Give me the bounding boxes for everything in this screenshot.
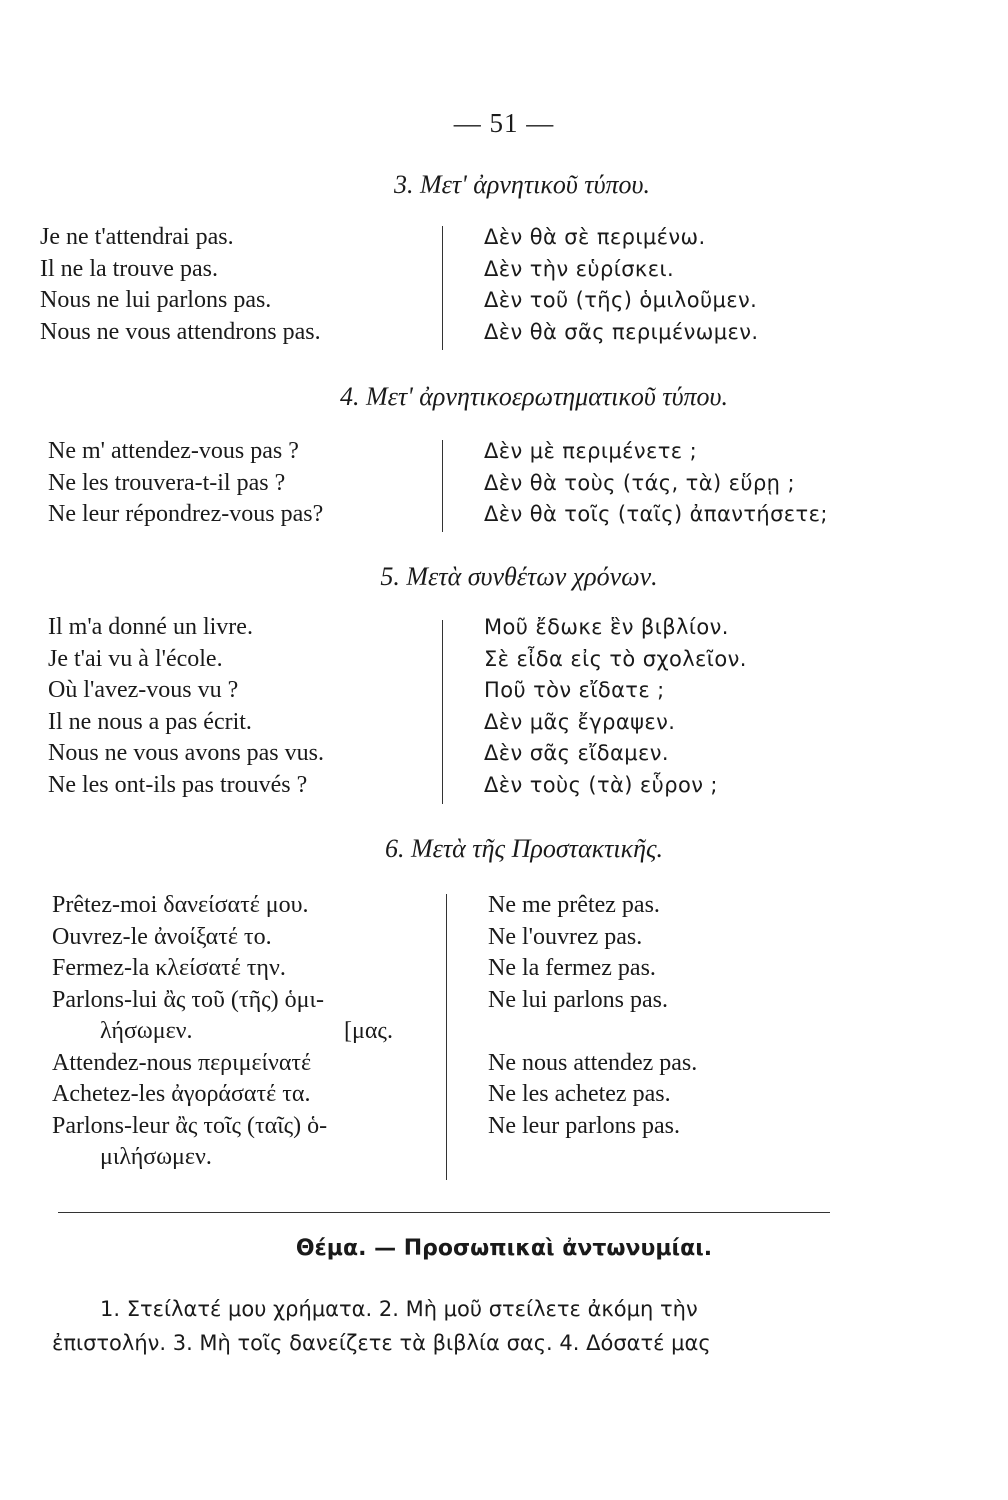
french-line: Ne les ont-ils pas trouvés ? xyxy=(48,771,308,798)
greek-line: Δὲν θὰ τοῖς (ταῖς) ἀπαντήσετε; xyxy=(484,502,828,526)
french-line: Ne leur répondrez-vous pas? xyxy=(48,501,324,527)
section-6-left xyxy=(52,890,422,1174)
section-4-french xyxy=(48,436,323,531)
imperative-line: Attendez-nous περιμείνατέ xyxy=(52,1049,312,1076)
exercise-line: 1. Στείλατέ μου χρήματα. 2. Μὴ μοῦ στείλετε ἀκόμη τὴν xyxy=(100,1297,698,1321)
imperative-line-wrap xyxy=(52,1016,422,1048)
section-4-title: 4. Μετ' ἀρνητικοερωτηματικοῦ τύπου. xyxy=(340,382,728,411)
greek-line: Δὲν τοὺς (τὰ) εὗρον ; xyxy=(484,772,718,797)
negative-line: Ne la fermez pas. xyxy=(488,955,656,981)
wrap-tail: [μας. xyxy=(344,1018,393,1044)
theme-exercise xyxy=(52,1292,842,1360)
negative-line: Ne les achetez pas. xyxy=(488,1081,671,1107)
french-line: Il m'a donné un livre. xyxy=(48,614,253,640)
section-6-divider xyxy=(446,894,447,1180)
imperative-line: Parlons-lui ἂς τοῦ (τῆς) ὁμι- xyxy=(52,986,324,1013)
imperative-line: Prêtez-moi δανείσατέ μου. xyxy=(52,892,309,918)
greek-line: Δὲν μὲ περιμένετε ; xyxy=(484,439,698,463)
greek-line: Δὲν τοῦ (τῆς) ὁμιλοῦμεν. xyxy=(484,288,758,312)
imperative-line: Achetez-les ἀγοράσατέ τα. xyxy=(52,1081,311,1107)
french-line: Je ne t'attendrai pas. xyxy=(40,224,234,250)
negative-line: Ne nous attendez pas. xyxy=(488,1049,698,1076)
french-line: Nous ne vous avons pas vus. xyxy=(48,740,324,766)
imperative-line: Fermez-la κλείσατέ την. xyxy=(52,955,286,981)
french-line: Il ne la trouve pas. xyxy=(40,255,218,282)
section-5-divider xyxy=(442,620,443,804)
greek-line: Σὲ εἶδα εἰς τὸ σχολεῖον. xyxy=(484,646,747,671)
greek-line: Δὲν θὰ τοὺς (τάς, τὰ) εὕρῃ ; xyxy=(484,470,795,495)
french-line: Il ne nous a pas écrit. xyxy=(48,708,252,735)
french-line: Nous ne vous attendrons pas. xyxy=(40,318,321,345)
french-line: Où l'avez-vous vu ? xyxy=(48,677,239,703)
greek-line: Μοῦ ἔδωκε ἓν βιβλίον. xyxy=(484,615,729,639)
french-line: Nous ne lui parlons pas. xyxy=(40,287,272,313)
section-3-divider xyxy=(442,226,443,350)
imperative-continuation: μιλήσωμεν. xyxy=(100,1144,212,1170)
section-4-greek xyxy=(484,436,828,531)
greek-line: Δὲν τὴν εὑρίσκει. xyxy=(484,256,675,281)
section-5-title: 5. Μετὰ συνθέτων χρόνων. xyxy=(380,562,658,591)
imperative-continuation: λήσωμεν. xyxy=(100,1018,193,1044)
exercise-line: ἐπιστολήν. 3. Μὴ τοῖς δανείζετε τὰ βιβλία σας. 4. Δόσατέ μας xyxy=(52,1331,711,1355)
page-number: — 51 — xyxy=(453,108,555,138)
section-3-title: 3. Μετ' ἀρνητικοῦ τύπου. xyxy=(394,170,650,199)
greek-line: Δὲν θὰ σᾶς περιμένωμεν. xyxy=(484,319,759,344)
section-6-title: 6. Μετὰ τῆς Προστακτικῆς. xyxy=(384,834,664,863)
greek-line: Δὲν μᾶς ἔγραψεν. xyxy=(484,709,676,734)
french-line: Ne les trouvera-t-il pas ? xyxy=(48,469,286,496)
negative-line: Ne me prêtez pas. xyxy=(488,892,660,918)
greek-line: Δὲν σᾶς εἴδαμεν. xyxy=(484,741,669,765)
theme-title: Θέμα. — Προσωπικαὶ ἀντωνυμίαι. xyxy=(295,1236,713,1261)
theme-rule xyxy=(58,1212,830,1213)
french-line: Je t'ai vu à l'école. xyxy=(48,645,223,672)
section-4-divider xyxy=(442,440,443,532)
negative-line: Ne leur parlons pas. xyxy=(488,1112,680,1139)
section-5-greek xyxy=(484,612,747,801)
negative-line: Ne lui parlons pas. xyxy=(488,986,668,1013)
greek-line: Ποῦ τὸν εἴδατε ; xyxy=(484,678,665,702)
spacer xyxy=(488,1016,697,1048)
section-5-french xyxy=(48,612,324,801)
imperative-line: Parlons-leur ἂς τοῖς (ταῖς) ὁ- xyxy=(52,1112,328,1139)
greek-line: Δὲν θὰ σὲ περιμένω. xyxy=(484,225,706,249)
negative-line: Ne l'ouvrez pas. xyxy=(488,923,643,950)
imperative-line: Ouvrez-le ἀνοίξατέ το. xyxy=(52,923,272,950)
section-3-greek xyxy=(484,222,758,348)
french-line: Ne m' attendez-vous pas ? xyxy=(48,438,299,464)
section-3-french xyxy=(40,222,321,348)
section-6-right xyxy=(488,890,697,1142)
